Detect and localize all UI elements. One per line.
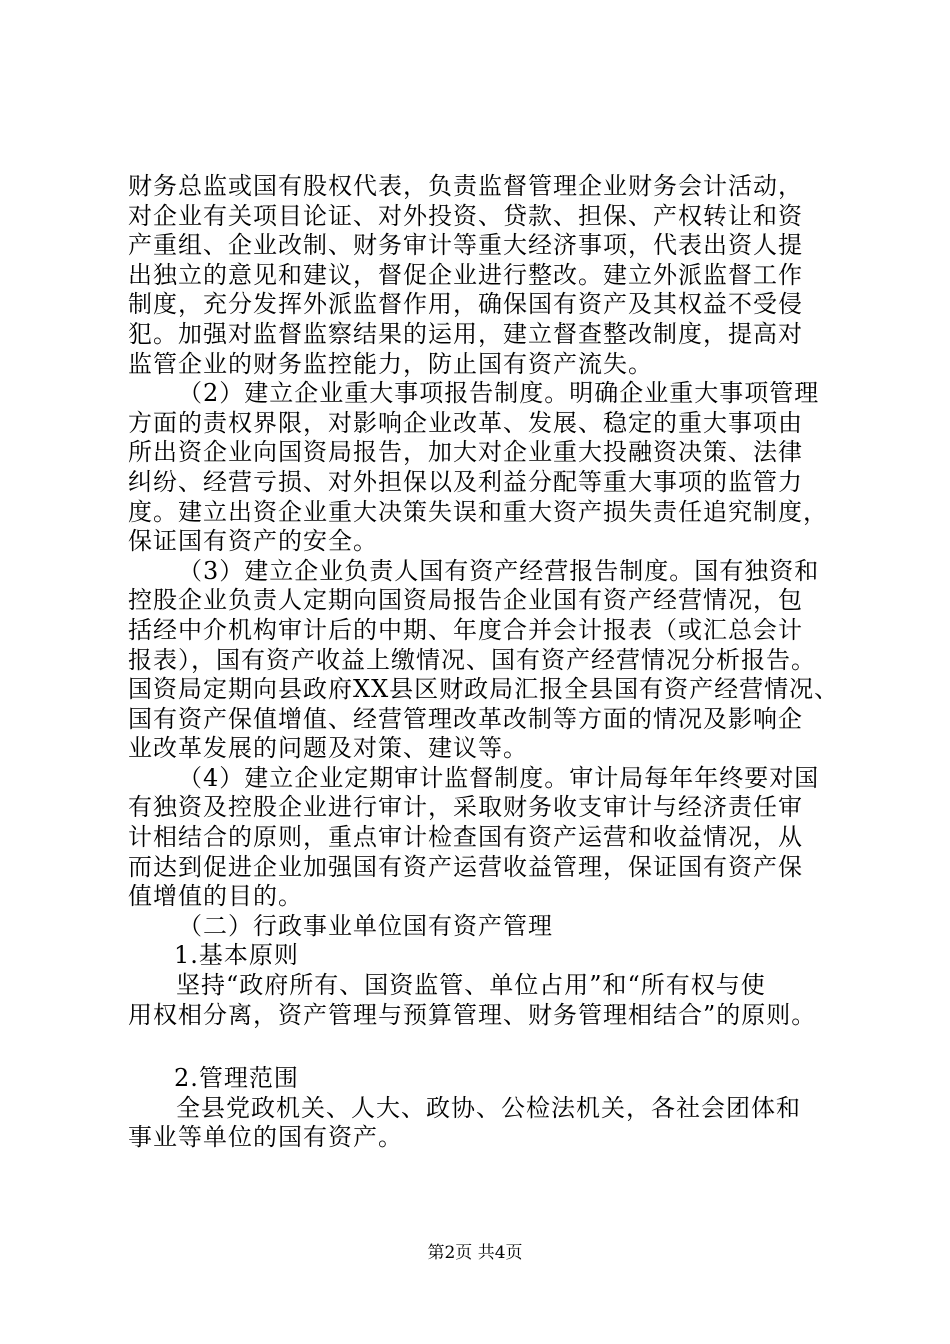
text-line: 保证国有资产的安全。 [128,527,378,556]
text-line: 出独立的意见和建议，督促企业进行整改。建立外派监督工作 [128,260,803,289]
subsection-heading: 1.基本原则 [174,941,299,970]
page-number-label: 第2页 共4页 [427,1243,523,1263]
text-line: 括经中介机构审计后的中期、年度合并会计报表（或汇总会计 [128,615,803,644]
text-line: 度。建立出资企业重大决策失误和重大资产损失责任追究制度， [128,497,828,526]
text-line: 国有资产保值增值、经营管理改革改制等方面的情况及影响企 [128,704,803,733]
text-line: 所出资企业向国资局报告，加大对企业重大投融资决策、法律 [128,438,803,467]
text-line: 财务总监或国有股权代表，负责监督管理企业财务会计活动， [128,172,803,200]
paragraph-start-line: 坚持“政府所有、国资监管、单位占用”和“所有权与使 [176,971,766,1000]
text-line: 报表），国有资产收益上缴情况、国有资产经营情况分析报告。 [128,645,816,674]
text-line: 监管企业的财务监控能力，防止国有资产流失。 [128,349,653,378]
text-line: 对企业有关项目论证、对外投资、贷款、担保、产权转让和资 [128,201,803,230]
paragraph-start-line: （3）建立企业负责人国有资产经营报告制度。国有独资和 [178,556,820,585]
text-line: 值增值的目的。 [128,882,303,911]
text-line: 事业等单位的国有资产。 [128,1123,403,1152]
paragraph-start-line: （4）建立企业定期审计监督制度。审计局每年年终要对国 [178,763,820,792]
document-body [128,172,848,1153]
text-line: 制度，充分发挥外派监督作用，确保国有资产及其权益不受侵 [128,290,803,319]
text-line: 控股企业负责人定期向国资局报告企业国有资产经营情况，包 [128,586,803,615]
blank-spacer [128,1030,848,1064]
text-line: 国资局定期向县政府XX县区财政局汇报全县国有资产经营情况、 [128,675,840,704]
text-line: 纠纷、经营亏损、对外担保以及利益分配等重大事项的监管力 [128,467,803,496]
paragraph-start-line: 全县党政机关、人大、政协、公检法机关，各社会团体和 [176,1093,801,1122]
text-line: 犯。加强对监督监察结果的运用，建立督查整改制度，提高对 [128,319,803,348]
text-line: 而达到促进企业加强国有资产运营收益管理，保证国有资产保 [128,852,803,881]
section-heading: （二）行政事业单位国有资产管理 [178,911,553,940]
subsection-heading: 2.管理范围 [174,1064,299,1093]
text-line: 计相结合的原则，重点审计检查国有资产运营和收益情况，从 [128,823,803,852]
paragraph-start-line: （2）建立企业重大事项报告制度。明确企业重大事项管理 [178,379,820,408]
page-footer [0,1243,950,1263]
text-line: 产重组、企业改制、财务审计等重大经济事项，代表出资人提 [128,231,803,260]
text-line: 有独资及控股企业进行审计，采取财务收支审计与经济责任审 [128,793,803,822]
text-line: 方面的责权界限，对影响企业改革、发展、稳定的重大事项由 [128,408,803,437]
text-line: 业改革发展的问题及对策、建议等。 [128,734,528,763]
text-line: 用权相分离，资产管理与预算管理、财务管理相结合”的原则。 [128,1000,817,1029]
